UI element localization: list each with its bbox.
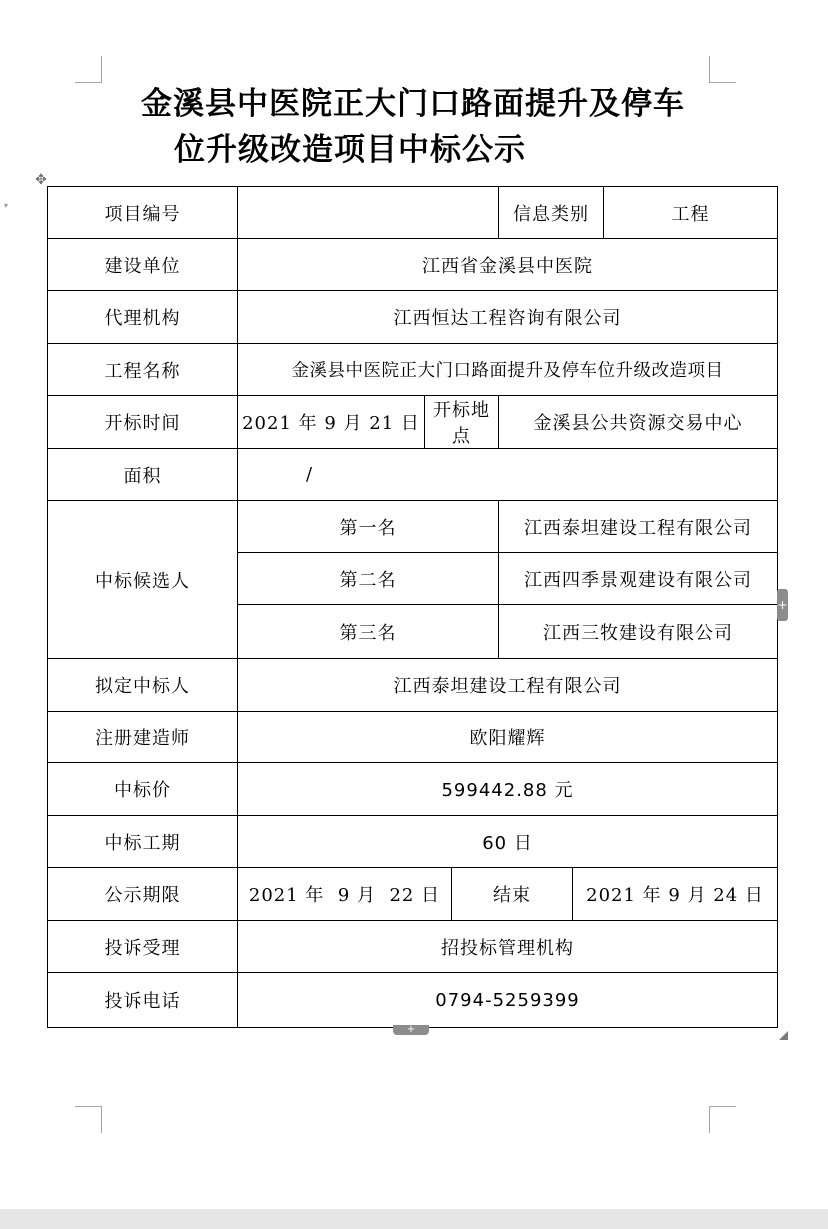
engineer-value[interactable]: 欧阳耀辉 — [238, 712, 778, 763]
notice-period-label: 公示期限 — [48, 868, 238, 921]
move-icon[interactable]: ✥ — [35, 172, 47, 188]
duration-label: 中标工期 — [48, 816, 238, 868]
table-row — [48, 396, 778, 449]
area-label: 面积 — [48, 449, 238, 501]
complaint-phone-label: 投诉电话 — [48, 973, 238, 1028]
notice-start-value[interactable]: 2021 年 9 月 22 日 — [238, 868, 452, 921]
page-corner-mark-bottom-right — [709, 1106, 736, 1133]
table-row — [48, 659, 778, 712]
document-title-line-2: 位升级改造项目中标公示 — [174, 132, 526, 168]
resize-icon[interactable] — [779, 1025, 788, 1034]
builder-value[interactable]: 江西省金溪县中医院 — [238, 239, 778, 291]
candidate-rank: 第一名 — [238, 501, 499, 553]
candidate-company[interactable]: 江西泰坦建设工程有限公司 — [499, 501, 778, 553]
bid-result-table — [47, 186, 778, 1028]
table-row — [48, 344, 778, 396]
page-corner-mark-top-right — [709, 56, 736, 83]
candidate-rank: 第二名 — [238, 553, 499, 605]
bid-open-time-value[interactable]: 2021 年 9 月 21 日 — [238, 396, 425, 449]
agency-value[interactable]: 江西恒达工程咨询有限公司 — [238, 291, 778, 344]
table-row — [48, 868, 778, 921]
plus-icon[interactable]: + — [777, 589, 788, 621]
proposed-winner-label: 拟定中标人 — [48, 659, 238, 712]
duration-value[interactable]: 60 日 — [238, 816, 778, 868]
window-bottom-bar — [0, 1209, 828, 1229]
candidate-company[interactable]: 江西三牧建设有限公司 — [499, 605, 778, 659]
complaint-handler-value[interactable]: 招投标管理机构 — [238, 921, 778, 973]
project-name-label: 工程名称 — [48, 344, 238, 396]
bid-open-time-label: 开标时间 — [48, 396, 238, 449]
complaint-phone-value[interactable]: 0794-5259399 — [238, 973, 778, 1028]
agency-label: 代理机构 — [48, 291, 238, 344]
table-row — [48, 816, 778, 868]
document-title-line-1: 金溪县中医院正大门口路面提升及停车 — [141, 86, 685, 122]
bid-open-place-value[interactable]: 金溪县公共资源交易中心 — [499, 396, 778, 449]
table-row — [48, 973, 778, 1028]
price-label: 中标价 — [48, 763, 238, 816]
price-value[interactable]: 599442.88 元 — [238, 763, 778, 816]
candidate-rank: 第三名 — [238, 605, 499, 659]
project-no-label: 项目编号 — [48, 187, 238, 239]
caret-down-icon: ▾ — [4, 201, 9, 210]
table-row — [48, 187, 778, 239]
table-row — [48, 763, 778, 816]
page-corner-mark-bottom-left — [75, 1106, 102, 1133]
candidates-label: 中标候选人 — [48, 501, 238, 659]
bid-open-place-label: 开标地点 — [425, 396, 499, 449]
info-type-label: 信息类别 — [499, 187, 604, 239]
info-type-value[interactable]: 工程 — [604, 187, 778, 239]
builder-label: 建设单位 — [48, 239, 238, 291]
project-name-value[interactable]: 金溪县中医院正大门口路面提升及停车位升级改造项目 — [238, 344, 778, 396]
table-row — [48, 449, 778, 501]
engineer-label: 注册建造师 — [48, 712, 238, 763]
table-row — [48, 291, 778, 344]
table-row — [48, 501, 778, 553]
area-value[interactable]: / — [238, 449, 778, 501]
candidate-company[interactable]: 江西四季景观建设有限公司 — [499, 553, 778, 605]
project-no-value[interactable] — [238, 187, 499, 239]
complaint-handler-label: 投诉受理 — [48, 921, 238, 973]
page-corner-mark-top-left — [75, 56, 102, 83]
plus-icon[interactable]: + — [393, 1025, 429, 1035]
proposed-winner-value[interactable]: 江西泰坦建设工程有限公司 — [238, 659, 778, 712]
table-row — [48, 239, 778, 291]
table-row — [48, 921, 778, 973]
table-row — [48, 712, 778, 763]
notice-end-value[interactable]: 2021 年 9 月 24 日 — [573, 868, 778, 921]
notice-end-label: 结束 — [452, 868, 573, 921]
